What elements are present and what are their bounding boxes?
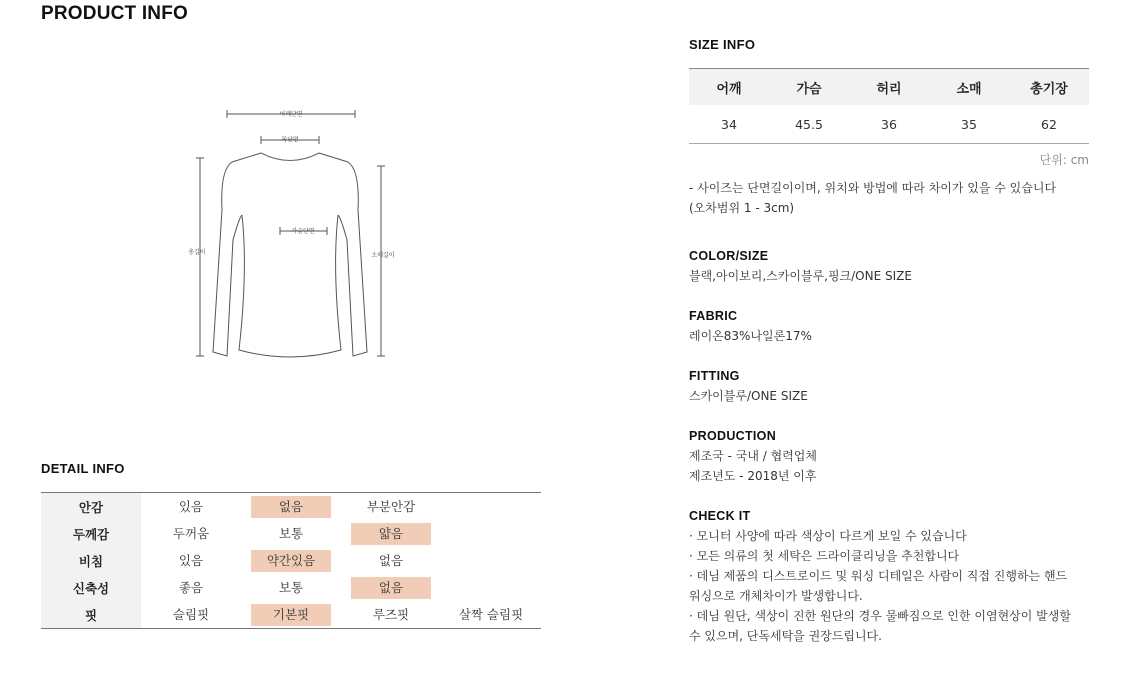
detail-option: 없음 bbox=[378, 552, 404, 568]
detail-option-cell bbox=[341, 547, 441, 574]
detail-option-cell bbox=[141, 601, 241, 629]
fitting-value: 스카이블루/ONE SIZE bbox=[689, 389, 808, 403]
check-it-title: CHECK IT bbox=[689, 509, 751, 523]
detail-option: 살짝 슬림핏 bbox=[458, 606, 524, 622]
detail-option bbox=[451, 548, 531, 570]
detail-row-label: 비침 bbox=[41, 547, 141, 574]
diagram-neck-label: 목단면 bbox=[281, 136, 299, 144]
check-it-line: · 모니터 사양에 따라 색상이 다르게 보일 수 있습니다 bbox=[689, 529, 967, 543]
detail-option-cell bbox=[241, 601, 341, 629]
detail-row bbox=[41, 547, 541, 574]
detail-row bbox=[41, 601, 541, 629]
size-note bbox=[689, 178, 1099, 218]
detail-option: 보통 bbox=[278, 579, 304, 595]
detail-option-cell bbox=[141, 493, 241, 521]
detail-option-cell bbox=[241, 520, 341, 547]
size-value-cell: 45.5 bbox=[795, 116, 823, 132]
detail-option-cell bbox=[441, 520, 541, 547]
size-header-cell: 가슴 bbox=[769, 69, 849, 106]
fabric-value: 레이온83%나일론17% bbox=[689, 329, 812, 343]
detail-option: 있음 bbox=[178, 552, 204, 568]
size-header-cell: 총기장 bbox=[1009, 69, 1089, 106]
detail-option bbox=[451, 521, 531, 543]
size-header-cell: 어깨 bbox=[689, 69, 769, 106]
size-note-line-1: - 사이즈는 단면길이이며, 위치와 방법에 따라 차이가 있을 수 있습니다 bbox=[689, 181, 1057, 195]
check-it-line: 수 있으며, 단독세탁을 권장드립니다. bbox=[689, 629, 882, 643]
check-it-line: · 모든 의류의 첫 세탁은 드라이클리닝을 추천합니다 bbox=[689, 549, 960, 563]
detail-option: 루즈핏 bbox=[372, 606, 410, 622]
detail-option-cell bbox=[141, 574, 241, 601]
check-it-line: · 데님 제품의 디스트로이드 및 워싱 디테일은 사람이 직접 진행하는 핸드 bbox=[689, 569, 1068, 583]
detail-option-selected: 기본핏 bbox=[251, 604, 331, 626]
detail-option-cell bbox=[441, 574, 541, 601]
size-header-cell: 허리 bbox=[849, 69, 929, 106]
size-note-line-2: (오차범위 1 - 3cm) bbox=[689, 201, 795, 215]
detail-row bbox=[41, 574, 541, 601]
garment-size-diagram bbox=[180, 100, 410, 370]
check-it-line: · 데님 원단, 색상이 진한 원단의 경우 물빠짐으로 인한 이염현상이 발생할 bbox=[689, 609, 1071, 623]
color-size-section bbox=[689, 249, 1109, 286]
production-line-2: 제조년도 - 2018년 이후 bbox=[689, 469, 817, 483]
size-value-cell: 62 bbox=[1041, 116, 1057, 132]
fabric-section bbox=[689, 309, 1109, 346]
page-title: PRODUCT INFO bbox=[41, 3, 189, 24]
detail-option-selected: 없음 bbox=[351, 577, 431, 599]
detail-option-selected: 얇음 bbox=[351, 523, 431, 545]
detail-option-cell bbox=[141, 547, 241, 574]
diagram-chest-label: 가슴단면 bbox=[291, 228, 315, 235]
detail-option: 슬림핏 bbox=[172, 606, 210, 622]
detail-info-title: DETAIL INFO bbox=[41, 461, 125, 476]
production-section bbox=[689, 429, 1109, 486]
production-line-1: 제조국 - 국내 / 협력업체 bbox=[689, 449, 817, 463]
detail-option-cell bbox=[441, 601, 541, 629]
detail-row bbox=[41, 493, 541, 521]
color-size-title: COLOR/SIZE bbox=[689, 249, 769, 263]
size-header-cell: 소매 bbox=[929, 69, 1009, 106]
detail-info-table bbox=[41, 492, 541, 629]
detail-option-cell bbox=[141, 520, 241, 547]
detail-row-label: 안감 bbox=[41, 493, 141, 521]
check-it-section bbox=[689, 509, 1109, 646]
detail-option-cell bbox=[241, 574, 341, 601]
detail-row bbox=[41, 520, 541, 547]
fitting-section bbox=[689, 369, 1109, 406]
check-it-line: 워싱으로 개체차이가 발생합니다. bbox=[689, 589, 863, 603]
size-info-title: SIZE INFO bbox=[689, 37, 756, 52]
detail-option: 보통 bbox=[278, 525, 304, 541]
size-unit: 단위: cm bbox=[1039, 153, 1089, 167]
detail-option bbox=[451, 494, 531, 516]
size-info-table bbox=[689, 68, 1089, 144]
detail-option-cell bbox=[441, 547, 541, 574]
size-value-cell: 34 bbox=[721, 116, 737, 132]
detail-option-cell bbox=[341, 601, 441, 629]
detail-option-cell bbox=[341, 493, 441, 521]
detail-option-selected: 없음 bbox=[251, 496, 331, 518]
detail-option-cell bbox=[241, 547, 341, 574]
detail-option-cell bbox=[241, 493, 341, 521]
color-size-value: 블랙,아이보리,스카이블루,핑크/ONE SIZE bbox=[689, 269, 912, 283]
detail-option: 부분안감 bbox=[366, 498, 416, 514]
detail-option: 두꺼움 bbox=[172, 525, 210, 541]
detail-option: 있음 bbox=[178, 498, 204, 514]
production-title: PRODUCTION bbox=[689, 429, 777, 443]
fabric-title: FABRIC bbox=[689, 309, 738, 323]
detail-row-label: 핏 bbox=[41, 601, 141, 629]
detail-option-cell bbox=[341, 574, 441, 601]
detail-option-cell bbox=[341, 520, 441, 547]
diagram-sleeve-label: 소매길이 bbox=[371, 252, 395, 259]
diagram-length-label: 총길이 bbox=[188, 249, 206, 256]
detail-option-cell bbox=[441, 493, 541, 521]
detail-row-label: 신축성 bbox=[41, 574, 141, 601]
detail-option-selected: 약간있음 bbox=[251, 550, 331, 572]
detail-option: 좋음 bbox=[178, 579, 204, 595]
diagram-shoulder-label: 어깨단면 bbox=[279, 111, 303, 118]
size-value-cell: 36 bbox=[881, 116, 897, 132]
fitting-title: FITTING bbox=[689, 369, 740, 383]
detail-option bbox=[451, 575, 531, 597]
size-value-cell: 35 bbox=[961, 116, 977, 132]
detail-row-label: 두께감 bbox=[41, 520, 141, 547]
